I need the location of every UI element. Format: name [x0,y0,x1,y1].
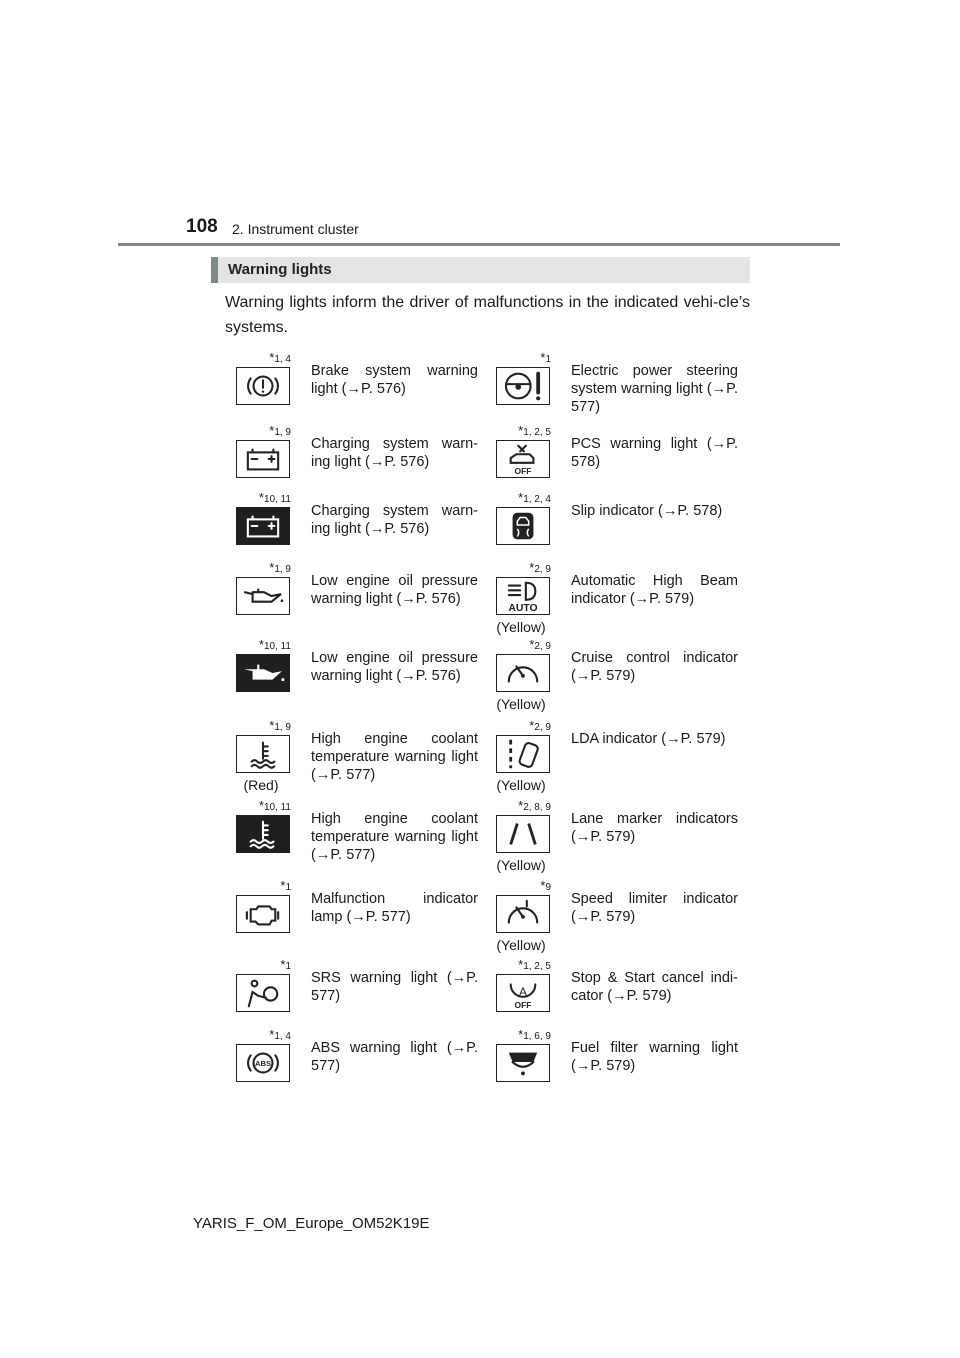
asterisk: * [529,637,535,652]
asterisk: * [269,1027,275,1042]
document-code: YARIS_F_OM_Europe_OM52K19E [193,1215,430,1232]
warning-description: Electric power steering system warning light (→P. 577) [571,363,738,415]
warning-description: SRS warning light (→P. 577) [311,970,478,1004]
footnote-numbers: 1 [545,354,551,365]
color-note: (Yellow) [496,619,546,635]
color-note: (Red) [243,777,279,793]
warning-description: LDA indicator (→P. 579) [571,731,726,747]
svg-text:OFF: OFF [514,1000,532,1011]
footnote-marker [211,423,291,438]
header-divider [118,243,840,246]
asterisk: * [269,560,275,575]
coolant-temp-solid-icon [236,815,290,853]
color-note: (Yellow) [496,857,546,873]
footnote-numbers: 1 [285,882,291,893]
footnote-marker [471,423,551,438]
color-note: (Yellow) [496,777,546,793]
heading-text: Warning lights [228,261,332,278]
warning-description: Speed limiter indicator (→P. 579) [571,891,738,925]
footnote-marker [211,957,291,972]
lane-marker-icon [496,815,550,853]
footnote-marker [211,560,291,575]
footnote-marker [471,637,551,652]
footnote-marker [211,718,291,733]
footnote-numbers: 1, 9 [274,427,291,438]
warning-description: Fuel filter warning light (→P. 579) [571,1040,738,1074]
footnote-marker [471,560,551,575]
asterisk: * [269,718,275,733]
warning-description: Malfunction indicator lamp (→P. 577) [311,891,478,925]
warning-description: High engine coolant temperature warning light (→P. 577) [311,731,478,783]
footnote-numbers: 1, 9 [274,564,291,575]
pcs-off-icon [496,440,550,478]
footnote-numbers: 1, 2, 5 [523,427,551,438]
warning-description: Charging system warn-ing light (→P. 576) [311,436,478,470]
footnote-numbers: 1, 2, 4 [523,494,551,505]
brake-warning-icon [236,367,290,405]
steering-warning-icon [496,367,550,405]
warning-description: Low engine oil pressure warning light (→P. 576) [311,573,478,607]
asterisk: * [518,423,524,438]
warning-description: Brake system warning light (→P. 576) [311,363,478,397]
section-title: 2. Instrument cluster [232,221,359,237]
footnote-numbers: 10, 11 [263,494,291,505]
warning-description: Charging system warn-ing light (→P. 576) [311,503,478,537]
asterisk: * [269,423,275,438]
lda-icon [496,735,550,773]
battery-solid-icon [236,507,290,545]
footnote-numbers: 1, 4 [274,1031,291,1042]
speed-limiter-icon [496,895,550,933]
airbag-icon [236,974,290,1012]
footnote-numbers: 2, 9 [534,641,551,652]
footnote-numbers: 1 [285,961,291,972]
warning-description: High engine coolant temperature warning light (→P. 577) [311,811,478,863]
asterisk: * [258,798,264,813]
footnote-marker [471,798,551,813]
cruise-control-icon [496,654,550,692]
warning-lights-heading [211,257,750,283]
warning-description: Stop & Start cancel indi-cator (→P. 579) [571,970,738,1004]
svg-text:ABS: ABS [255,1058,271,1068]
footnote-numbers: 2, 9 [534,722,551,733]
color-note: (Yellow) [496,937,546,953]
footnote-numbers: 1, 4 [274,354,291,365]
warning-description: PCS warning light (→P. 578) [571,436,738,470]
footnote-marker [211,637,291,652]
stop-start-off-icon [496,974,550,1012]
check-engine-icon [236,895,290,933]
footnote-marker [211,878,291,893]
asterisk: * [529,718,535,733]
footnote-marker [471,350,551,365]
footnote-marker [211,1027,291,1042]
asterisk: * [518,798,524,813]
asterisk: * [269,350,275,365]
footnote-numbers: 10, 11 [263,641,291,652]
footnote-marker [471,957,551,972]
footnote-marker [471,1027,551,1042]
warning-description: Cruise control indicator (→P. 579) [571,650,738,684]
footnote-marker [211,350,291,365]
asterisk: * [518,957,524,972]
page-number: 108 [186,216,218,237]
color-note: (Yellow) [496,696,546,712]
fuel-filter-icon [496,1044,550,1082]
footnote-numbers: 1, 2, 5 [523,961,551,972]
asterisk: * [540,878,546,893]
footnote-numbers: 10, 11 [263,802,291,813]
oil-can-icon [236,577,290,615]
footnote-numbers: 9 [545,882,551,893]
auto-high-beam-icon [496,577,550,615]
footnote-marker [211,798,291,813]
svg-text:AUTO: AUTO [508,603,538,614]
warning-description: Lane marker indicators (→P. 579) [571,811,738,845]
asterisk: * [529,560,535,575]
oil-can-solid-icon [236,654,290,692]
asterisk: * [518,1027,524,1042]
warning-description: Low engine oil pressure warning light (→P. 576) [311,650,478,684]
asterisk: * [258,490,264,505]
warning-description: Automatic High Beam indicator (→P. 579) [571,573,738,607]
asterisk: * [280,957,286,972]
asterisk: * [280,878,286,893]
warning-description: Slip indicator (→P. 578) [571,503,723,519]
svg-text:A: A [518,984,528,999]
asterisk: * [258,637,264,652]
warning-description: ABS warning light (→P. 577) [311,1040,478,1074]
footnote-marker [471,718,551,733]
coolant-temp-icon [236,735,290,773]
svg-text:OFF: OFF [514,466,532,477]
slip-indicator-icon [496,507,550,545]
battery-outline-icon [236,440,290,478]
footnote-numbers: 1, 6, 9 [523,1031,551,1042]
footnote-numbers: 2, 9 [534,564,551,575]
asterisk: * [518,490,524,505]
footnote-numbers: 2, 8, 9 [523,802,551,813]
footnote-numbers: 1, 9 [274,722,291,733]
footnote-marker [471,490,551,505]
footnote-marker [471,878,551,893]
footnote-marker [211,490,291,505]
asterisk: * [540,350,546,365]
intro-paragraph: Warning lights inform the driver of malfunctions in the indicated vehi-cle’s systems. [225,294,750,336]
abs-icon [236,1044,290,1082]
